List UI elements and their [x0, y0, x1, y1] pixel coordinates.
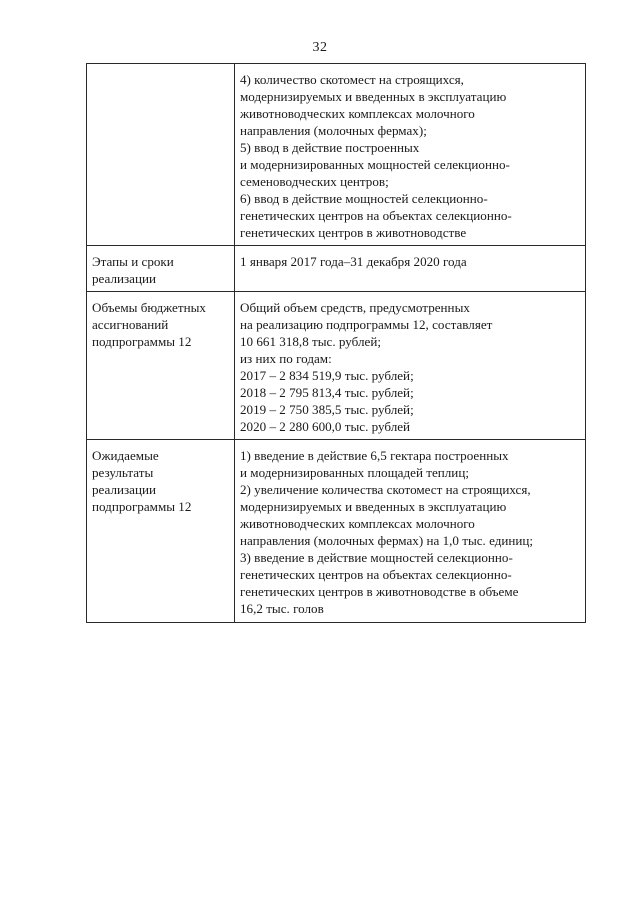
label-line: подпрограммы 12 — [92, 499, 192, 514]
text-line: семеноводческих центров; — [240, 174, 389, 189]
text-line: 2018 – 2 795 813,4 тыс. рублей; — [240, 385, 414, 400]
table-row-expected-results — [87, 440, 586, 623]
text-line: генетических центров в животноводстве — [240, 225, 467, 240]
text-line: на реализацию подпрограммы 12, составляет — [240, 317, 493, 332]
text-line: генетических центров на объектах селекционно- — [240, 208, 512, 223]
row-content-cell — [235, 246, 586, 292]
text-line: 2) увеличение количества скотомест на строящихся, — [240, 482, 531, 497]
text-line: 2020 – 2 280 600,0 тыс. рублей — [240, 419, 411, 434]
row-content-cell — [235, 64, 586, 246]
text-line: направления (молочных фермах) на 1,0 тыс. единиц; — [240, 533, 534, 548]
label-line: реализации — [92, 271, 156, 286]
table-row-indicators — [87, 64, 586, 246]
row-content-cell — [235, 440, 586, 623]
text-line: 10 661 318,8 тыс. рублей; — [240, 334, 381, 349]
label-line: Этапы и сроки — [92, 254, 174, 269]
text-line: и модернизированных мощностей селекционно- — [240, 157, 510, 172]
page-number: 32 — [312, 40, 328, 55]
text-line: 1 января 2017 года–31 декабря 2020 года — [240, 254, 467, 269]
table-row-stages — [87, 246, 586, 292]
text-line: 5) ввод в действие построенных — [240, 140, 420, 155]
text-line: 1) введение в действие 6,5 гектара построенных — [240, 448, 509, 463]
text-line: генетических центров на объектах селекционно- — [240, 567, 512, 582]
text-line: модернизируемых и введенных в эксплуатацию — [240, 499, 507, 514]
text-line: 2017 – 2 834 519,9 тыс. рублей; — [240, 368, 414, 383]
text-line: из них по годам: — [240, 351, 332, 366]
text-line: 6) ввод в действие мощностей селекционно- — [240, 191, 488, 206]
text-line: 16,2 тыс. голов — [240, 601, 324, 616]
text-line: 4) количество скотомест на строящихся, — [240, 72, 464, 87]
row-label-cell — [87, 246, 235, 292]
text-line: и модернизированных площадей теплиц; — [240, 465, 469, 480]
text-line: 2019 – 2 750 385,5 тыс. рублей; — [240, 402, 414, 417]
label-line: результаты — [92, 465, 154, 480]
row-content-cell — [235, 292, 586, 440]
text-line: модернизируемых и введенных в эксплуатацию — [240, 89, 507, 104]
text-line: Общий объем средств, предусмотренных — [240, 300, 470, 315]
table-row-budget — [87, 292, 586, 440]
label-line: ассигнований — [92, 317, 169, 332]
label-line: подпрограммы 12 — [92, 334, 192, 349]
label-line: Объемы бюджетных — [92, 300, 206, 315]
text-line: 3) введение в действие мощностей селекционно- — [240, 550, 513, 565]
label-line: реализации — [92, 482, 156, 497]
text-line: направления (молочных фермах); — [240, 123, 427, 138]
row-label-cell — [87, 440, 235, 623]
label-line: Ожидаемые — [92, 448, 159, 463]
text-line: генетических центров в животноводстве в объеме — [240, 584, 519, 599]
text-line: животноводческих комплексах молочного — [240, 106, 475, 121]
row-label-cell — [87, 64, 235, 246]
passport-table — [86, 63, 586, 623]
text-line: животноводческих комплексах молочного — [240, 516, 475, 531]
row-label-cell — [87, 292, 235, 440]
